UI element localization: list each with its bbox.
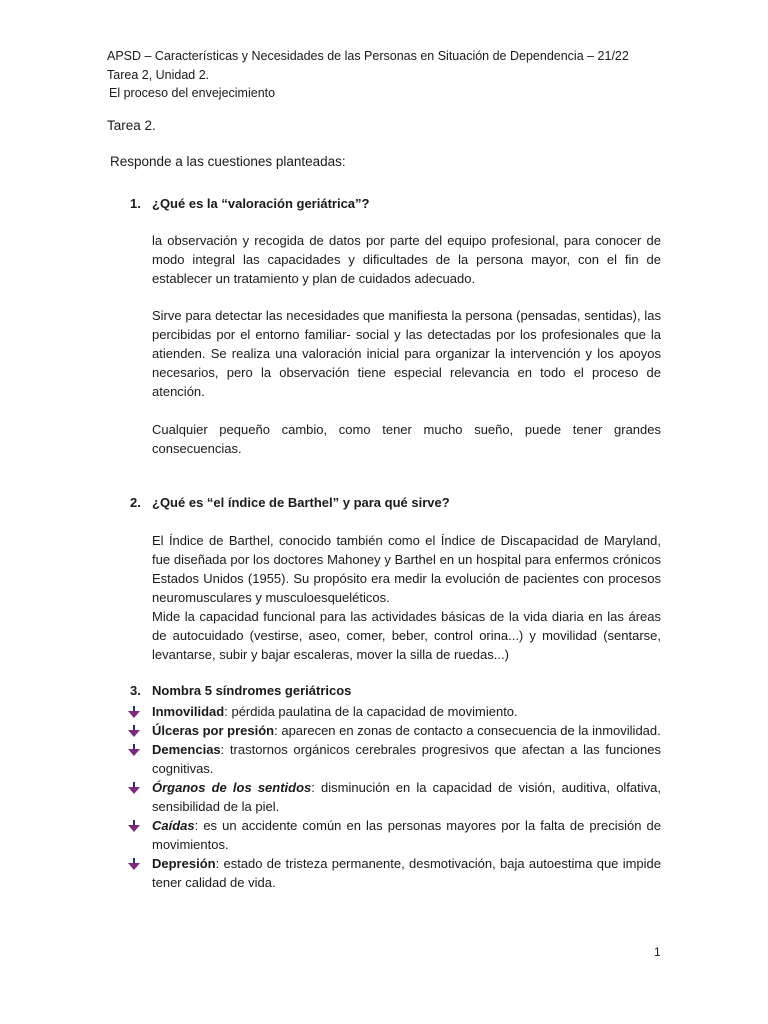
arrow-down-bullet-icon (128, 706, 140, 718)
question-2-answer (152, 531, 661, 664)
syndrome-description: : estado de tristeza permanente, desmotivación, baja autoestima que impide tener calidad de vida. (152, 856, 661, 890)
question-title: ¿Qué es “el índice de Barthel” y para qué sirve? (152, 495, 450, 510)
syndrome-description: : aparecen en zonas de contacto a consecuencia de la inmovilidad. (274, 723, 661, 738)
arrow-down-bullet-icon (128, 725, 140, 737)
question-1-answer-p3 (152, 420, 661, 458)
list-item (128, 702, 661, 721)
paragraph: Cualquier pequeño cambio, como tener mucho sueño, puede tener grandes consecuencias. (152, 422, 661, 456)
paragraph: Sirve para detectar las necesidades que manifiesta la persona (pensadas, sentidas), las percibidas por el entorno familiar- social y las detectadas por los profesionales que la atienden. Se realiza una valoración inicial para organizar la intervención y los apoyos necesarios, pero la observación tiene especial relevancia en todo el proceso de atención. (152, 308, 661, 399)
question-1-heading (130, 196, 369, 211)
paragraph: Mide la capacidad funcional para las actividades básicas de la vida diaria en las áreas de autocuidado (vestirse, aseo, comer, beber, control orina...) y movilidad (sentarse, levantarse, subir y bajar escaleras, mover la silla de ruedas...) (152, 609, 661, 662)
question-title: ¿Qué es la “valoración geriátrica”? (152, 196, 370, 211)
paragraph: la observación y recogida de datos por parte del equipo profesional, para conocer de modo integral las capacidades y dificultades de la persona mayor, con el fin de establecer un tratamiento y plan de cuidados adecuado. (152, 233, 661, 286)
syndrome-term: Depresión (152, 856, 216, 871)
arrow-down-bullet-icon (128, 820, 140, 832)
list-item (128, 740, 661, 778)
geriatric-syndromes-list (128, 702, 661, 892)
page-number: 1 (654, 945, 661, 959)
syndrome-term: Caídas (152, 818, 195, 833)
syndrome-description: : trastornos orgánicos cerebrales progresivos que afectan a las funciones cognitivas. (152, 742, 661, 776)
list-item (128, 778, 661, 816)
arrow-down-bullet-icon (128, 744, 140, 756)
question-number: 3. (130, 683, 141, 698)
paragraph: El Índice de Barthel, conocido también como el Índice de Discapacidad de Maryland, fue diseñada por los doctores Mahoney y Barthel en un hospital para enfermos crónicos Estados Unidos (1955). Su propósito era medir la evolución de pacientes con procesos neuromusculares y musculoesqueléticos. (152, 533, 661, 605)
document-header (107, 47, 629, 103)
intro-text: Responde a las cuestiones planteadas: (110, 154, 346, 169)
syndrome-description: : es un accidente común en las personas mayores por la falta de precisión de movimientos. (152, 818, 661, 852)
syndrome-term: Demencias (152, 742, 221, 757)
question-2-heading (130, 495, 450, 510)
header-unit-title: El proceso del envejecimiento (109, 86, 276, 100)
list-item (128, 854, 661, 892)
question-number: 2. (130, 495, 141, 510)
list-item (128, 721, 661, 740)
list-item (128, 816, 661, 854)
question-1-answer-p1 (152, 231, 661, 288)
question-number: 1. (130, 196, 141, 211)
question-3-heading (130, 683, 351, 698)
task-label: Tarea 2. (107, 118, 156, 133)
header-task-unit: Tarea 2, Unidad 2. (107, 67, 210, 82)
syndrome-term: Úlceras por presión (152, 723, 275, 738)
syndrome-description: : pérdida paulatina de la capacidad de movimiento. (224, 704, 518, 719)
arrow-down-bullet-icon (128, 858, 140, 870)
arrow-down-bullet-icon (128, 782, 140, 794)
question-1-answer-p2 (152, 306, 661, 401)
header-course-title: APSD – Características y Necesidades de las Personas en Situación de Dependencia – 21/22 (107, 49, 629, 63)
syndrome-term: Inmovilidad (152, 704, 225, 719)
question-title: Nombra 5 síndromes geriátricos (152, 683, 352, 698)
syndrome-description: : disminución en la capacidad de visión, auditiva, olfativa, sensibilidad de la piel. (152, 780, 662, 814)
syndrome-term: Órganos de los sentidos (152, 780, 312, 795)
